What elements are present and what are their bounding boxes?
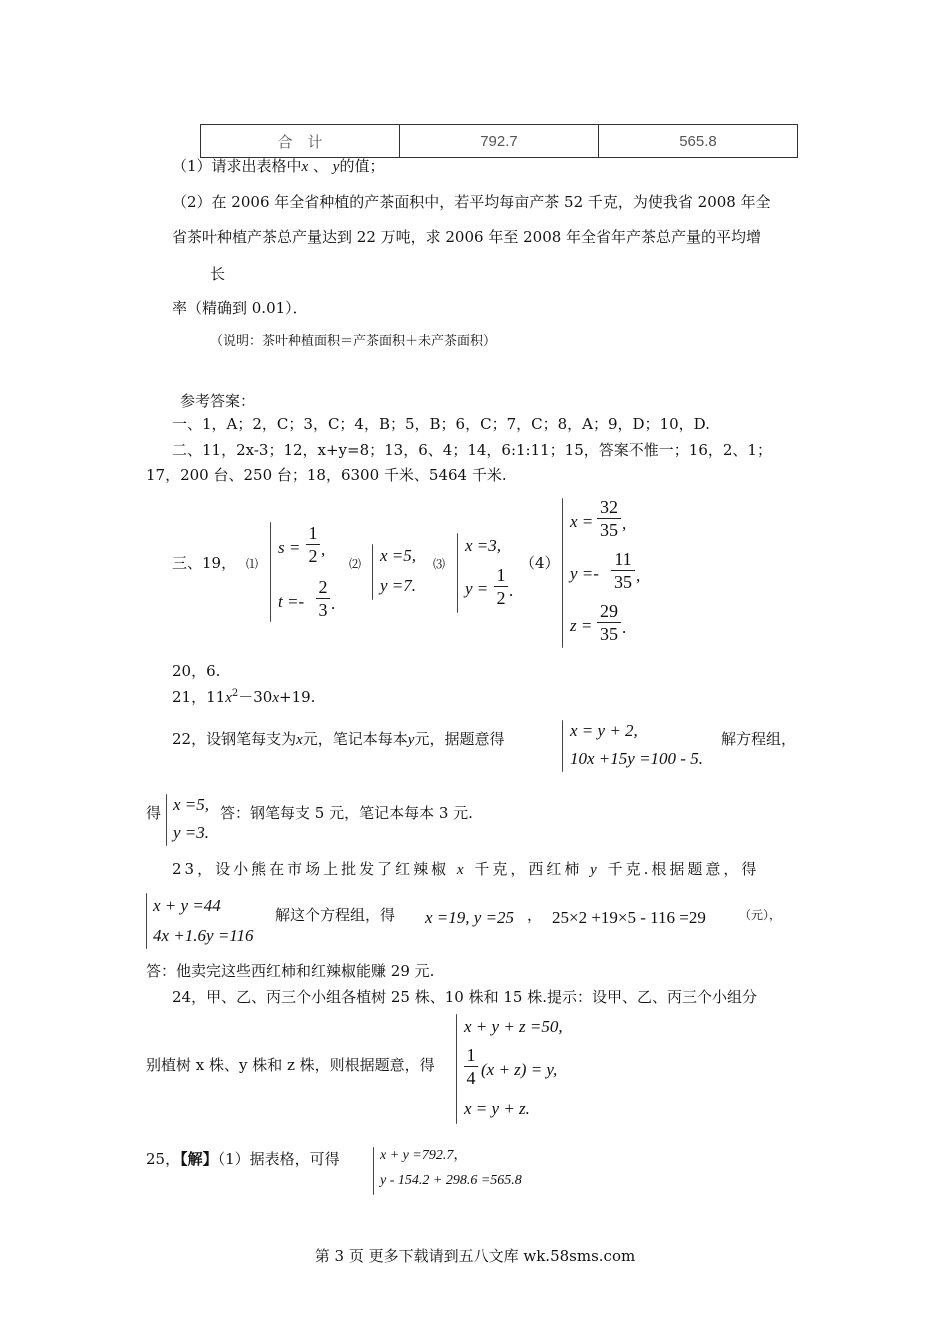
- brace: [270, 522, 271, 622]
- q19-1-eq1: s =: [278, 538, 301, 557]
- q19-2-eq2: y =7.: [380, 576, 417, 595]
- brace: [146, 893, 147, 949]
- q20-answer: 20，6.: [172, 662, 221, 680]
- brace: [562, 498, 563, 648]
- q24-eq3: x = y + z.: [464, 1099, 530, 1118]
- q19-4-eq2: y =-: [570, 564, 599, 583]
- q21-answer: 21，$11x^2-30x+19$.: [172, 688, 316, 706]
- q22-eq2: 10x +15y =100 - 5.: [570, 749, 703, 768]
- table-cell-label: 合 计: [201, 125, 400, 158]
- q19-part-4-label: （4）: [520, 554, 560, 572]
- q22-answer: 22，设钢笔每支为x元，笔记本每本y元，据题意得: [172, 730, 505, 748]
- q23-calculation: 25×2 +19×5 - 116 =29: [552, 908, 706, 927]
- brace: [373, 1147, 374, 1195]
- question-2-line-3: 长: [210, 265, 226, 283]
- answers-heading: 参考答案：: [180, 392, 256, 410]
- question-1: （1）请求出表格中x 、 y的值；: [172, 157, 385, 175]
- q19-part-1-label: ⑴: [246, 557, 259, 571]
- q19-1-eq2: t =-: [278, 592, 305, 611]
- q22-answer-text: 答：钢笔每支 5 元，笔记本每本 3 元.: [220, 804, 473, 822]
- q19-4-eq1: x =: [570, 512, 594, 531]
- q19-2-eq1: x =5,: [380, 546, 417, 565]
- q23-answer-text: 答：他卖完这些西红柿和红辣椒能赚 29 元.: [146, 962, 435, 980]
- page-footer: 第 3 页 更多下载请到五八文库 wk.58sms.com: [314, 1247, 636, 1265]
- q23-line-1: 23，设小熊在市场上批发了红辣椒 x 千克，西红柿 y 千克.根据题意，得: [172, 860, 760, 878]
- table-row: [201, 125, 798, 158]
- table-cell-col2: 565.8: [599, 125, 798, 158]
- brace: [562, 720, 563, 772]
- q19-3-eq2: y =: [465, 579, 489, 598]
- q23-solution: x =19, y =25: [425, 908, 515, 927]
- q22-solve-text: 解方程组，: [721, 730, 797, 748]
- fraction: 29 35: [597, 602, 621, 643]
- q19-part-2-label: ⑵: [349, 557, 362, 571]
- q23-eq1: x + y =44: [153, 896, 221, 915]
- answers-part-2-line-1: 二、11，2x-3；12，x+y=8；13，6、4；14，6:1:11；15，答案不惟一；16，2、1；: [172, 441, 772, 459]
- question-2-line-2: 省茶叶种植产茶总产量达到 22 万吨，求 2006 年至 2008 年全省年产茶总产量的平均增: [172, 228, 762, 246]
- note: （说明：茶叶种植面积＝产茶面积＋未产茶面积）: [210, 334, 497, 349]
- answers-part-2-line-2: 17，200 台、250 台；18，6300 千米、5464 千米.: [146, 466, 507, 484]
- q22-eq1: x = y + 2,: [570, 721, 638, 740]
- q23-unit: （元），: [739, 908, 782, 922]
- document-page: 合 计 792.7 565.8 （1）请求出表格中x 、 y的值； （2）在 2006 年全省种植的产茶面积中，若平均每亩产茶 52 千克，为使我省 2008 年全 省茶叶种植产茶总产量达到 22 万吨，求 2006 年至 2008 年全省年产茶总产量的平均增 长 率（精确到 0.01）． （说明：茶叶种植面积＝产茶面积＋未产茶面积） 参考答案： 一、1，A；2，C；3，C；4，B；5，B；6，C；7，C；8，A；9，D；10，D. 二、11，2x-3；12，x+y=8；13，6、4；14，6:1:11；15，答案不惟一；16，2、1； 17，200 台、250 台；18，6300 千米、5464 千米. 三、19， ⑴ s = 1 2 , t =- 2 3 . ⑵ x =5, y =7. ⑶ x =3, y = 1 2 . （4） x = 32 35 , y =- 11 35 , z = 29 35 . 20，6. 21，$11x^2-30x+19$. 22，设钢笔每支为x元，笔记本每本y元，据题意得 x = y + 2, 10x +15y =100 - 5. 解方程组， 得 x =5, y =3. 答：钢笔每支 5 元，笔记本每本 3 元. 23，设小熊在市场上批发了红辣椒 x 千克，西红柿 y 千克.根据题意，得 x + y =44 4x +1.6y =116 解这个方程组，得 x =19, y =25 ， 25×2 +19×5 - 116 =29 （元）， 答：他卖完这些西红柿和红辣椒能赚 29 元. 24，甲、乙、丙三个小组各植树 25 株、10 株和 15 株.提示：设甲、乙、丙三个小组分 别植树 x 株、y 株和 z 株，则根据题意，得 x + y + z =50, 1 4 (x + z) = y, x = y + z. 25，【解】（1）据表格，可得 x + y =792.7， y - 154.2 + 298.6 =565.8 第 3 页 更多下载请到五八文库 wk.58sms.com: [0, 0, 950, 1344]
- brace: [372, 544, 373, 600]
- q24-eq1: x + y + z =50,: [464, 1017, 563, 1036]
- table-cell-col1: 792.7: [400, 125, 599, 158]
- q25-line: 25，【解】（1）据表格，可得: [146, 1150, 340, 1168]
- q19-part-3-label: ⑶: [433, 557, 446, 571]
- question-2-line-4: 率（精确到 0.01）．: [172, 299, 308, 317]
- fraction: 11 35: [611, 550, 635, 591]
- brace: [456, 1014, 457, 1124]
- brace: [457, 533, 458, 613]
- q23-eq2: 4x +1.6y =116: [153, 926, 254, 945]
- q24-line-1: 24，甲、乙、丙三个小组各植树 25 株、10 株和 15 株.提示：设甲、乙、丙三个小组分: [172, 988, 757, 1006]
- q19-label: 三、19，: [172, 554, 237, 572]
- fraction: 1 2: [494, 566, 508, 607]
- q19-3-eq1: x =3,: [465, 536, 502, 555]
- q22-sol2: y =3.: [173, 823, 210, 842]
- brace: [166, 794, 167, 846]
- q23-solve-text: 解这个方程组，得: [275, 906, 396, 924]
- q22-sol1: x =5,: [173, 795, 210, 814]
- answers-part-1: 一、1，A；2，C；3，C；4，B；5，B；6，C；7，C；8，A；9，D；10，D.: [172, 415, 710, 433]
- total-table: [200, 124, 798, 158]
- q24-line-2: 别植树 x 株、y 株和 z 株，则根据题意，得: [146, 1056, 435, 1074]
- q19-4-eq3: z =: [570, 616, 593, 635]
- question-2-line-1: （2）在 2006 年全省种植的产茶面积中，若平均每亩产茶 52 千克，为使我省 2008 年全: [172, 193, 771, 211]
- q25-eq1: x + y =792.7，: [380, 1148, 468, 1163]
- q24-eq2: (x + z) = y,: [481, 1060, 558, 1079]
- q25-eq2: y - 154.2 + 298.6 =565.8: [380, 1173, 522, 1188]
- q22-get: 得: [146, 804, 162, 822]
- fraction: 32 35: [597, 498, 621, 539]
- fraction: 2 3: [316, 578, 330, 619]
- fraction: 1 4: [464, 1046, 478, 1087]
- fraction: 1 2: [306, 524, 320, 565]
